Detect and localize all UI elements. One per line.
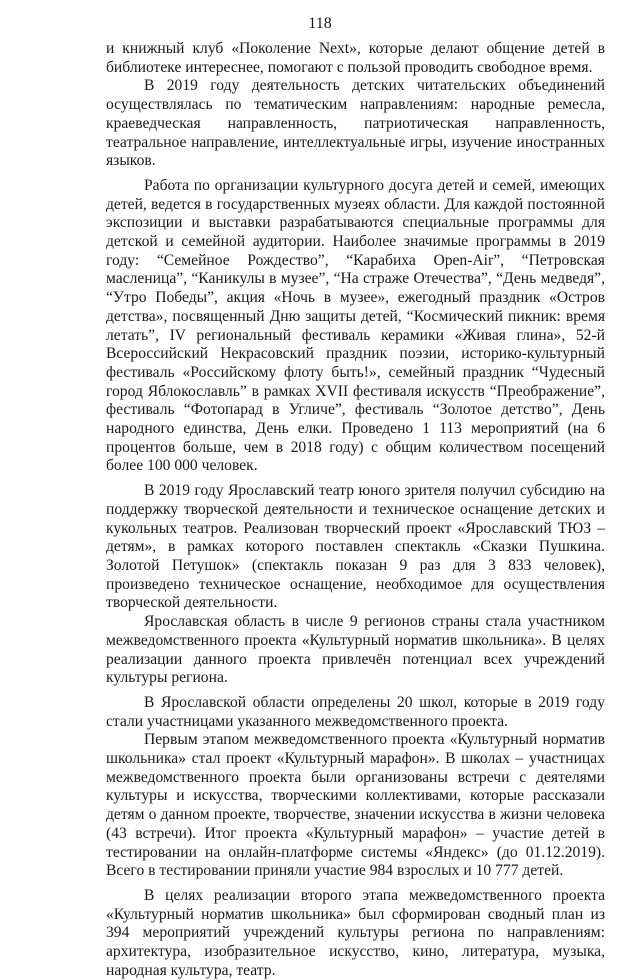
paragraph-continued: и книжный клуб «Поколение Next», которые делают общение детей в библиотеке интереснее, помогают с пользой проводить свободное время. — [106, 40, 605, 76]
paragraph: Первым этапом межведомственного проекта «Культурный норматив школьника» стал проект «Культурный марафон». В школах – участницах межведомственного проекта были организованы встречи с деятелями культуры и искусства, творческими коллективами, которые рассказали детям о данном проекте, творчестве, значении искусства в жизни человека (43 встречи). Итог проекта «Культурный марафон» – участие детей в тестировании на онлайн-платформе системы «Яндекс» (до 01.12.2019). Всего в тестировании приняли участие 984 взрослых и 10 777 детей. — [106, 731, 605, 880]
paragraph: В Ярославской области определены 20 школ, которые в 2019 году стали участницами указанного межведомственного проекта. — [106, 693, 605, 730]
paragraph: В 2019 году Ярославский театр юного зрителя получил субсидию на поддержку творческой деятельности и техническое оснащение детских и кукольных театров. Реализован творческий проект «Ярославский ТЮЗ – детям», в рамках которого поставлен спектакль «Сказки Пушкина. Золотой Петушок» (спектакль показан 9 раз для 3 833 человек), произведено техническое оснащение, необходимое для осуществления творческой деятельности. — [106, 482, 605, 612]
paragraph: В целях реализации второго этапа межведомственного проекта «Культурный норматив школьника» был сформирован сводный план из 394 мероприятий учреждений культуры региона по направлениям: архитектура, изобразительное искусство, кино, литература, музыка, народная культура, театр. — [106, 886, 605, 979]
paragraph: Работа по организации культурного досуга детей и семей, имеющих детей, ведется в государственных музеях области. Для каждой постоянной экспозиции и выставки разрабатываются специальные программы для детской и семейной аудитории. Наиболее значимые программы в 2019 году: “Семейное Рождество”, “Карабиха Open-Air”, “Петровская масленица”, “Каникулы в музее”, “На страже Отечества”, “День медведя”, “Утро Победы”, акция «Ночь в музее», ежегодный праздник «Остров детства», посвященный Дню защиты детей, “Космический пикник: время летать”, IV региональный фестиваль керамики «Живая глина», 52-й Всероссийский Некрасовский праздник поэзии, историко-культурный фестиваль «Российскому флоту быть!», семейный праздник “Чудесный город Яблокославль” в рамках XVII фестиваля искусств “Преображение”, фестиваль “Фотопарад в Угличе”, фестиваль “Золотое детство”, День народного единства, День елки. Проведено 1 113 мероприятий (на 6 процентов больше, чем в 2018 году) с общим количеством посещений более 100 000 человек. — [106, 176, 605, 475]
paragraph: Ярославская область в числе 9 регионов страны стала участником межведомственного проекта «Культурный норматив школьника». В целях реализации данного проекта привлечён потенциал всех учреждений культуры региона. — [106, 613, 605, 687]
paragraph: В 2019 году деятельность детских читательских объединений осуществлялась по тематическим направлениям: народные ремесла, краеведческая направленность, патриотическая направленность, театральное направление, интеллектуальные игры, изучение иностранных языков. — [106, 77, 605, 170]
page-number: 118 — [308, 15, 332, 32]
page-body — [106, 40, 605, 980]
